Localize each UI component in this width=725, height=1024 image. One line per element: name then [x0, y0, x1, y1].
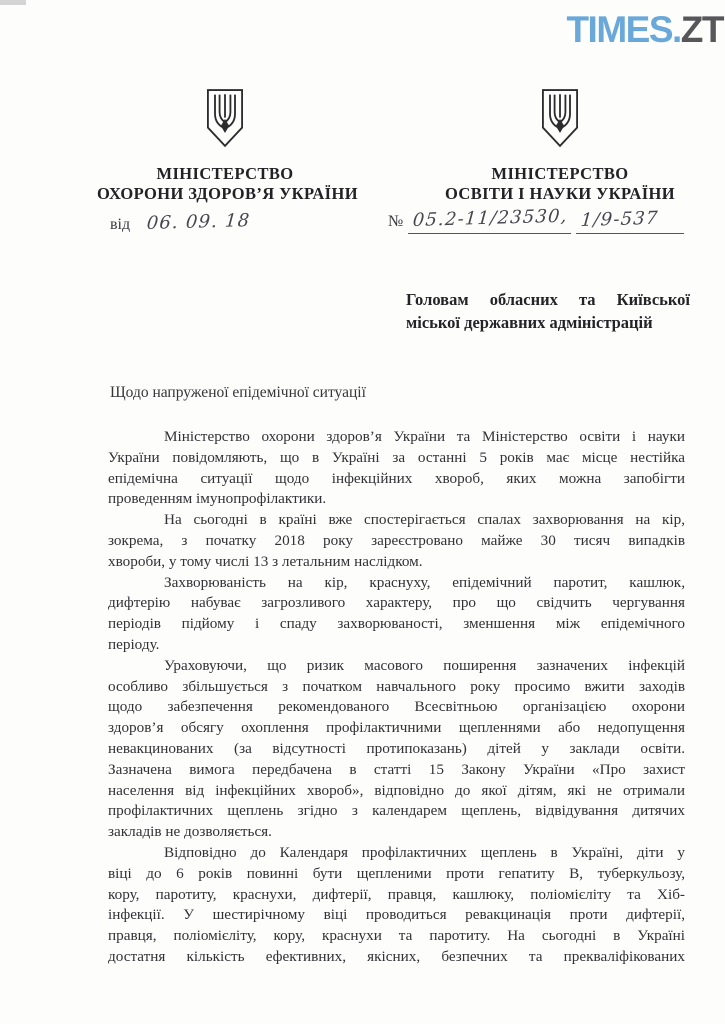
body-line: закладів не дозволяється.	[108, 823, 272, 841]
body-line: здоров’я обсягу охоплення профілактичними щепленнями або недопущення	[108, 719, 685, 737]
ministry-education-name-line2: ОСВІТИ І НАУКИ УКРАЇНИ	[444, 184, 676, 203]
body-line: особливо збільшується з початком навчального року просимо вжити заходів	[108, 677, 685, 695]
paragraph-2	[108, 510, 685, 572]
ukraine-trident-icon	[205, 86, 245, 150]
paragraph-3	[108, 573, 685, 656]
body-line: Ураховуючи, що ризик масового поширення зазначених інфекцій	[164, 656, 685, 674]
body-paragraphs	[108, 427, 685, 968]
subject-line: Щодо напруженої епідемічної ситуації	[110, 384, 366, 401]
body-line: правця, поліомієліту, кору, краснухи та паротиту. На сьогодні в Україні	[108, 927, 685, 945]
times-zt-logo-zt: ZT	[680, 9, 723, 50]
body-line: щодо забезпечення рекомендованого Всесвітньою організацією охорони	[108, 698, 685, 716]
ministry-education-name	[428, 164, 692, 204]
paragraph-4	[108, 656, 685, 843]
ministry-health-name-line1: МІНІСТЕРСТВО	[156, 164, 294, 183]
body-line: населення від інфекційних хвороб», відповідно до якої дітям, які не отримали	[108, 781, 685, 799]
body-line: хвороби, у тому числі 13 з летальним наслідком.	[108, 552, 423, 570]
body-line: кору, паротиту, краснухи, дифтерії, правця, кашлюку, поліомієліту та Хіб-	[108, 885, 685, 903]
body-line: України повідомляють, що в Україні за останні 5 років має місце нестійка	[108, 448, 685, 466]
body-line: Міністерство охорони здоров’я України та Міністерство освіти і науки	[164, 428, 685, 445]
reference-number	[388, 205, 684, 234]
handwritten-number-part1: 05.2-11/23530,	[412, 205, 569, 231]
body-line: невакцинованих (за відсутності протипоказань) дітей у заклади освіти.	[108, 739, 685, 757]
times-zt-logo-times: TIMES.	[566, 9, 681, 50]
scan-corner-artifact	[0, 0, 26, 5]
paragraph-1	[108, 427, 685, 510]
body-line: Зазначена вимога передбачена в статті 15 Закону України «Про захист	[108, 760, 685, 778]
ministry-education-letterhead	[428, 86, 692, 204]
addressee-line: міської державних адміністрацій	[406, 312, 653, 332]
number-label: №	[388, 213, 404, 230]
body-line: віці до 6 років повинні бути щепленими проти гепатиту В, туберкульозу,	[108, 864, 685, 882]
body-line: дифтерію набуває загрозливого характеру, про що свідчить чергування	[108, 594, 685, 612]
body-line: проведенням імунопрофілактики.	[108, 490, 327, 508]
date-label: від	[110, 216, 131, 233]
addressee-line: Головам обласних та Київської	[406, 290, 690, 309]
ministry-health-name-line2: ОХОРОНИ ЗДОРОВ’Я УКРАЇНИ	[97, 184, 358, 203]
body-line: зокрема, з початку 2018 року зареєстровано майже 30 тисяч випадків	[108, 531, 685, 549]
body-line: профілактичних щеплень згідно з календарем щеплень, відвідування дитячих	[108, 802, 685, 820]
body-line: На сьогодні в країні вже спостерігається спалах захворювання на кір,	[164, 511, 685, 529]
body-line: епідемічна ситуації щодо інфекційних хвороб, яких можна запобігти	[108, 469, 685, 487]
body-line: достатня кількість ефективних, якісних, безпечних та прекваліфікованих	[108, 947, 685, 965]
body-line: періоду.	[108, 635, 160, 653]
ministry-health-name	[97, 164, 358, 204]
body-line: Відповідно до Календаря профілактичних щеплень в Україні, діти у	[164, 843, 685, 861]
paragraph-5	[108, 843, 685, 968]
body-line: періодів підйому і спаду захворюваності, зменшення між епідемічного	[108, 615, 685, 633]
body-line: інфекції. У шестирічному віці проводиться ревакцинація проти дифтерії,	[108, 906, 685, 924]
times-zt-logo	[566, 6, 723, 54]
body-line: Захворюваність на кір, краснуху, епідемічний паротит, кашлюк,	[164, 573, 685, 591]
handwritten-number-part2: 1/9-537	[580, 207, 660, 231]
ministry-education-name-line1: МІНІСТЕРСТВО	[491, 164, 629, 183]
addressee-block	[406, 289, 690, 334]
handwritten-date: 06. 09. 18	[146, 210, 252, 234]
reference-date	[110, 210, 252, 234]
ministry-health-letterhead	[97, 86, 358, 204]
ukraine-trident-icon	[540, 86, 580, 150]
